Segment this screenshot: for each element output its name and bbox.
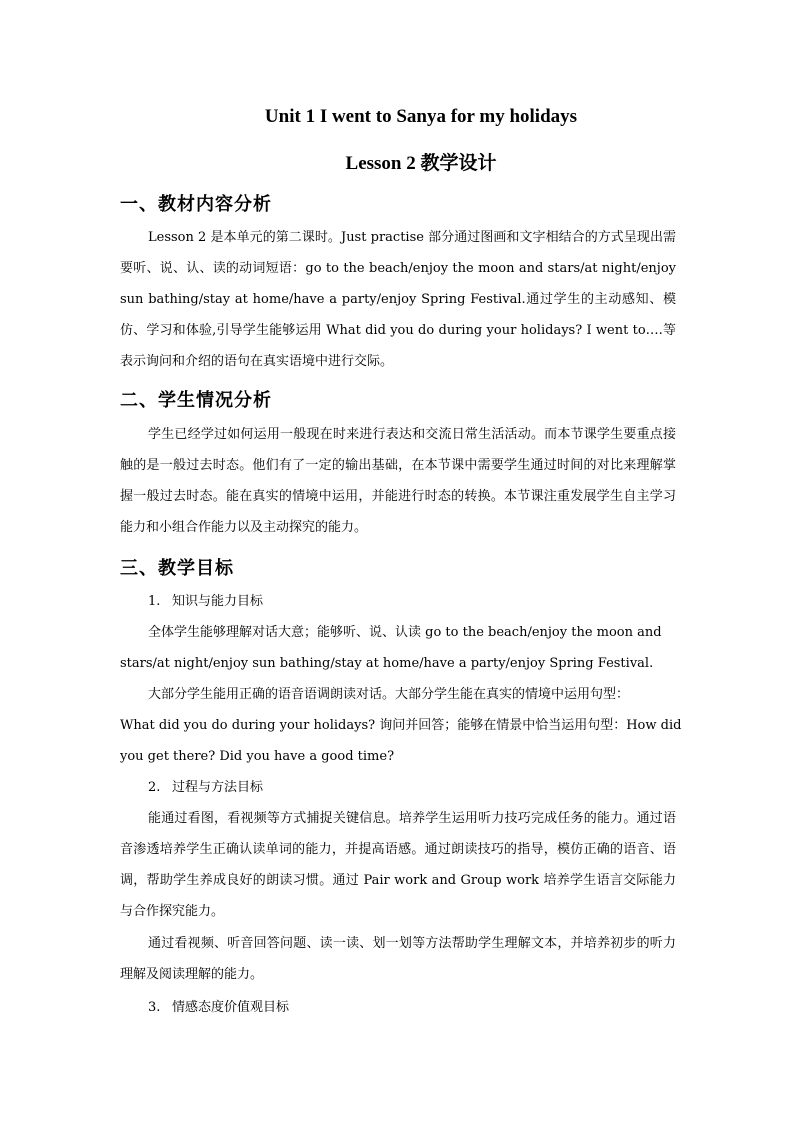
section-heading-student-analysis: 二、学生情况分析 [120,390,272,411]
goal-2-number: 2. [148,780,161,795]
goal-3-title [148,998,289,1018]
goal-1-line-2: stars/at night/enjoy sun bathing/stay at home/have a party/enjoy Spring Festival. [120,656,654,671]
section-heading-material-analysis: 一、教材内容分析 [120,194,272,215]
goal-2-title [148,778,263,798]
section-heading-teaching-goals: 三、教学目标 [120,558,234,579]
student-analysis-paragraph: 学生已经学过如何运用一般现在时来进行表达和交流日常生活活动。而本节课学生要重点接触的是一般过去时态。他们有了一定的输出基础，在本节课中需要学生通过时间的对比来理解掌握一般过去时态。能在真实的情境中运用，并能进行时态的转换。本节课注重发展学生自主学习能力和小组合作能力以及主动探究的能力。 [120,427,676,535]
goal-3-label: 情感态度价值观目标 [172,1000,290,1015]
goal-1-title [148,592,263,612]
goal-1-number: 1. [148,594,161,609]
goal-1-line-3: 大部分学生能用正确的语音语调朗读对话。大部分学生能在真实的情境中运用句型： [148,687,630,702]
unit-title: Unit 1 I went to Sanya for my holidays [264,106,578,127]
goal-3-number: 3. [148,1000,161,1015]
lesson-title: Lesson 2 教学设计 [345,153,497,174]
material-analysis-paragraph: Lesson 2 是本单元的第二课时。Just practise 部分通过图画和文字相结合的方式呈现出需要听、说、认、读的动词短语：go to the beach/enjoy the moon and stars/at night/enjoy sun bathing/stay at home/have a party/enjoy Spring Festival.通过学生的主动感知、模仿、学习和体验,引导学生能够运用 What did you do during your holidays? I went to….等表示询问和介绍的语句在真实语境中进行交际。 [120,230,676,369]
goal-2-label: 过程与方法目标 [172,780,264,795]
goal-1-label: 知识与能力目标 [172,594,264,609]
goal-2-paragraph-2: 通过看视频、听音回答问题、读一读、划一划等方法帮助学生理解文本，并培养初步的听力理解及阅读理解的能力。 [120,936,676,982]
goal-1-line-1: 全体学生能够理解对话大意；能够听、说、认读 go to the beach/enjoy the moon and [148,625,662,640]
goal-1-line-4: What did you do during your holidays? 询问并回答；能够在情景中恰当运用句型：How did [120,718,682,733]
goal-1-line-5: you get there? Did you have a good time? [120,749,395,764]
goal-2-paragraph-1: 能通过看图，看视频等方式捕捉关键信息。培养学生运用听力技巧完成任务的能力。通过语音渗透培养学生正确认读单词的能力，并提高语感。通过朗读技巧的指导，模仿正确的语音、语调，帮助学生养成良好的朗读习惯。通过 Pair work and Group work 培养学生语言交际能力与合作探究能力。 [120,811,676,919]
